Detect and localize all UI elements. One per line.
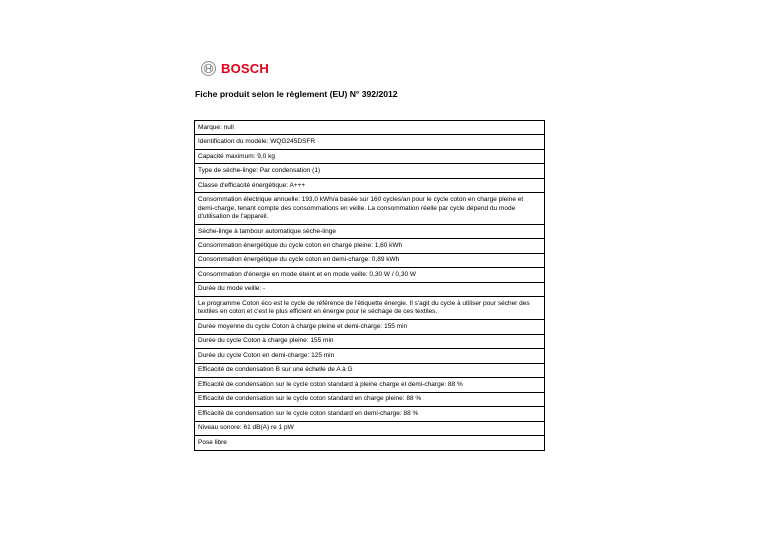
- table-cell: Durée du cycle Coton à charge pleine: 155 min: [195, 334, 545, 348]
- table-cell: Efficacité de condensation sur le cycle coton standard en demi-charge: 88 %: [195, 407, 545, 421]
- table-row: [195, 320, 545, 334]
- table-cell: Consommation énergétique du cycle coton en charge pleine: 1,60 kWh: [195, 239, 545, 253]
- table-row: [195, 193, 545, 224]
- table-cell: Marque: null: [195, 121, 545, 135]
- table-row: [195, 421, 545, 435]
- table-row: [195, 178, 545, 192]
- table-cell: Pose libre: [195, 436, 545, 450]
- table-cell: Consommation énergétique du cycle coton en demi-charge: 0,89 kWh: [195, 253, 545, 267]
- brand-name: BOSCH: [221, 61, 269, 76]
- table-cell: Classe d'efficacité énergétique: A+++: [195, 178, 545, 192]
- table-cell: Durée du mode veille: -: [195, 282, 545, 296]
- table-row: [195, 149, 545, 163]
- table-cell: Durée du cycle Coton en demi-charge: 125 min: [195, 349, 545, 363]
- table-row: [195, 164, 545, 178]
- table-row: [195, 224, 545, 238]
- table-row: [195, 407, 545, 421]
- table-cell: Efficacité de condensation sur le cycle coton standard en charge pleine: 88 %: [195, 392, 545, 406]
- table-row: [195, 392, 545, 406]
- table-row: [195, 253, 545, 267]
- table-row: [195, 334, 545, 348]
- page-title: Fiche produit selon le règlement (EU) N° 392/2012: [195, 89, 398, 99]
- table-cell: Durée moyenne du cycle Coton à charge pleine et demi-charge: 155 min: [195, 320, 545, 334]
- table-cell: Niveau sonore: 61 dB(A) re 1 pW: [195, 421, 545, 435]
- table-cell: Le programme Coton éco est le cycle de référence de l'étiquette énergie. Il s'agit du cycle à utiliser pour sécher des textiles en coton et c'est le plus efficient en énergie pour le séchage de ces textiles.: [195, 297, 545, 320]
- brand-logo: [201, 61, 269, 76]
- table-row: [195, 239, 545, 253]
- table-row: [195, 135, 545, 149]
- table-cell: Consommation d'énergie en mode éteint et en mode veille: 0,30 W / 0,30 W: [195, 268, 545, 282]
- table-row: [195, 436, 545, 450]
- table-row: [195, 297, 545, 320]
- bosch-armature-icon: [201, 61, 216, 76]
- table-cell: Efficacité de condensation sur le cycle coton standard à pleine charge et demi-charge: 88 %: [195, 378, 545, 392]
- table-cell: Efficacité de condensation B sur une échelle de A à G: [195, 363, 545, 377]
- table-cell: Sèche-linge à tambour automatique sèche-linge: [195, 224, 545, 238]
- table-row: [195, 349, 545, 363]
- table-row: [195, 268, 545, 282]
- table-row: [195, 378, 545, 392]
- product-sheet-table: [194, 120, 545, 451]
- table-cell: Consommation électrique annuelle: 193,0 kWh/a basée sur 160 cycles/an pour le cycle coton en charge pleine et demi-charge, tenant compte des consommations en veille. La consommation réelle par cycle dépend du mode d'utilisation de l'appareil.: [195, 193, 545, 224]
- table-cell: Type de sèche-linge: Par condensation (1): [195, 164, 545, 178]
- table-row: [195, 282, 545, 296]
- table-cell: Identification du modèle: WQG245DSFR: [195, 135, 545, 149]
- table-row: [195, 121, 545, 135]
- table-row: [195, 363, 545, 377]
- table-cell: Capacité maximum: 9,0 kg: [195, 149, 545, 163]
